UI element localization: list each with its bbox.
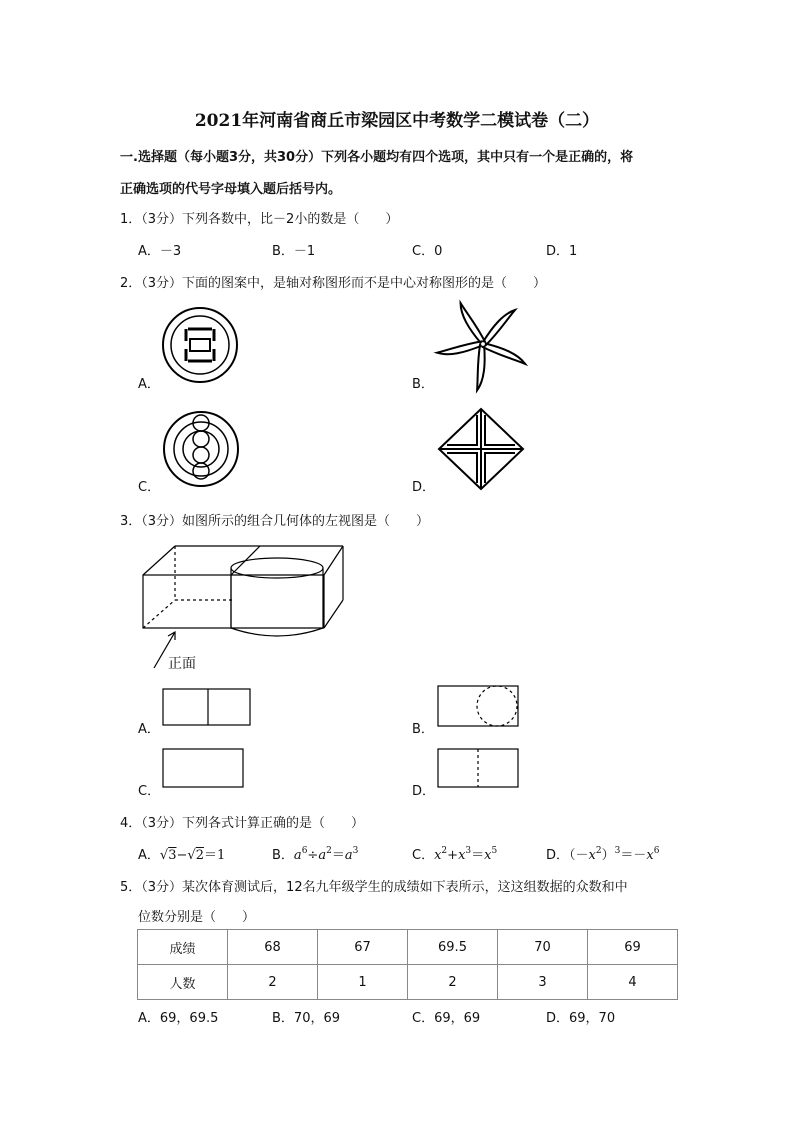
q4-label-c: C． <box>412 848 435 863</box>
table-cell: 70 <box>498 930 588 965</box>
q4-b-base2: a <box>318 848 327 863</box>
table-cell: 69.5 <box>408 930 498 965</box>
q4-c-base1: x <box>434 848 442 863</box>
q3-label-b: B． <box>412 722 434 737</box>
q3-label-d: D． <box>412 784 436 799</box>
table-row <box>138 965 678 1000</box>
q2-label-d: D． <box>412 480 436 495</box>
q5-option-c: C．69，69 <box>412 1011 481 1026</box>
q4-option-c <box>412 844 497 863</box>
q4-c-eq: ＝ <box>471 848 485 863</box>
q3-front-label: 正面 <box>168 656 196 672</box>
q4-option-b <box>272 844 358 863</box>
q4-label-d: D． <box>546 848 570 863</box>
q4-d-exp2: 3 <box>614 846 621 856</box>
question-4-stem: 4．（3分）下列各式计算正确的是（ ） <box>120 816 365 831</box>
table-cell: 69 <box>588 930 678 965</box>
q4-b-exp3: 3 <box>352 846 359 856</box>
table-cell: 2 <box>408 965 498 1000</box>
q4-a-radicand-1: 3 <box>168 848 177 863</box>
q2-figure-a-coin <box>160 305 240 385</box>
q2-label-c: C． <box>138 480 161 495</box>
q4-c-op: + <box>447 848 459 863</box>
table-cell: 成绩 <box>138 930 228 965</box>
q4-b-base3: a <box>344 848 353 863</box>
q4-label-b: B． <box>272 848 294 863</box>
q1-option-c: C．0 <box>412 244 443 259</box>
q4-d-base2: x <box>646 848 654 863</box>
q2-label-b: B． <box>412 377 434 392</box>
q3-view-b <box>437 685 521 729</box>
q4-d-close: ） <box>601 848 615 863</box>
q2-figure-b-pinwheel <box>438 302 528 386</box>
table-cell: 2 <box>228 965 318 1000</box>
table-cell: 67 <box>318 930 408 965</box>
table-cell: 68 <box>228 930 318 965</box>
question-5-stem-line1: 5．（3分）某次体育测试后，12名九年级学生的成绩如下表所示，这这组数据的众数和中 <box>120 880 628 895</box>
q3-label-c: C． <box>138 784 161 799</box>
q4-c-exp3: 5 <box>491 846 498 856</box>
question-2-stem: 2．（3分）下面的图案中，是轴对称图形而不是中心对称图形的是（ ） <box>120 276 547 291</box>
q1-option-b: B．－1 <box>272 244 316 259</box>
q4-d-open: （－ <box>569 848 589 863</box>
q4-c-base3: x <box>484 848 492 863</box>
score-table <box>137 929 678 1000</box>
q4-a-radicand-2: 2 <box>195 848 204 863</box>
table-cell: 4 <box>588 965 678 1000</box>
q4-b-exp1: 6 <box>301 846 308 856</box>
q1-option-d: D．1 <box>546 244 578 259</box>
q4-d-exp3: 6 <box>653 846 660 856</box>
table-cell: 人数 <box>138 965 228 1000</box>
q4-d-eq: ＝－ <box>620 848 647 863</box>
q4-c-base2: x <box>458 848 466 863</box>
q3-view-c <box>162 748 246 790</box>
question-1-stem: 1．（3分）下列各数中，比－2小的数是（ ） <box>120 212 399 227</box>
q2-figure-c-circles <box>162 408 240 490</box>
q1-option-a: A．－3 <box>138 244 182 259</box>
q4-c-exp2: 3 <box>465 846 472 856</box>
q4-b-eq: ＝ <box>331 848 345 863</box>
q5-option-b: B．70，69 <box>272 1011 341 1026</box>
q3-view-d <box>437 748 521 790</box>
q4-option-a: A．√3−√2＝1 <box>138 848 226 863</box>
table-cell: 1 <box>318 965 408 1000</box>
q3-view-a <box>162 688 252 728</box>
q5-option-a: A．69，69.5 <box>138 1011 219 1026</box>
q4-d-base1: x <box>588 848 596 863</box>
q4-b-op: ÷ <box>307 848 319 863</box>
q2-label-a: A． <box>138 377 160 392</box>
table-cell: 3 <box>498 965 588 1000</box>
question-5-stem-line2: 位数分别是（ ） <box>138 910 256 925</box>
q4-label-a: A． <box>138 848 160 863</box>
q4-d-exp1: 2 <box>595 846 602 856</box>
question-3-stem: 3．（3分）如图所示的组合几何体的左视图是（ ） <box>120 514 430 529</box>
q4-a-result: ＝1 <box>203 848 226 863</box>
q4-a-minus: − <box>176 848 188 863</box>
page-title: 2021年河南省商丘市梁园区中考数学二模试卷（二） <box>194 111 600 131</box>
q4-c-exp1: 2 <box>441 846 448 856</box>
q4-b-base1: a <box>293 848 302 863</box>
table-row <box>138 930 678 965</box>
section-header-line2: 正确选项的代号字母填入题后括号内。 <box>120 182 342 197</box>
q2-figure-d-diamond <box>437 407 525 491</box>
section-header-line1: 一.选择题（每小题3分，共30分）下列各小题均有四个选项，其中只有一个是正确的，将 <box>120 150 634 165</box>
q4-b-exp2: 2 <box>326 846 332 856</box>
q4-option-d <box>546 844 659 863</box>
q3-label-a: A． <box>138 722 160 737</box>
q5-option-d: D．69，70 <box>546 1011 616 1026</box>
